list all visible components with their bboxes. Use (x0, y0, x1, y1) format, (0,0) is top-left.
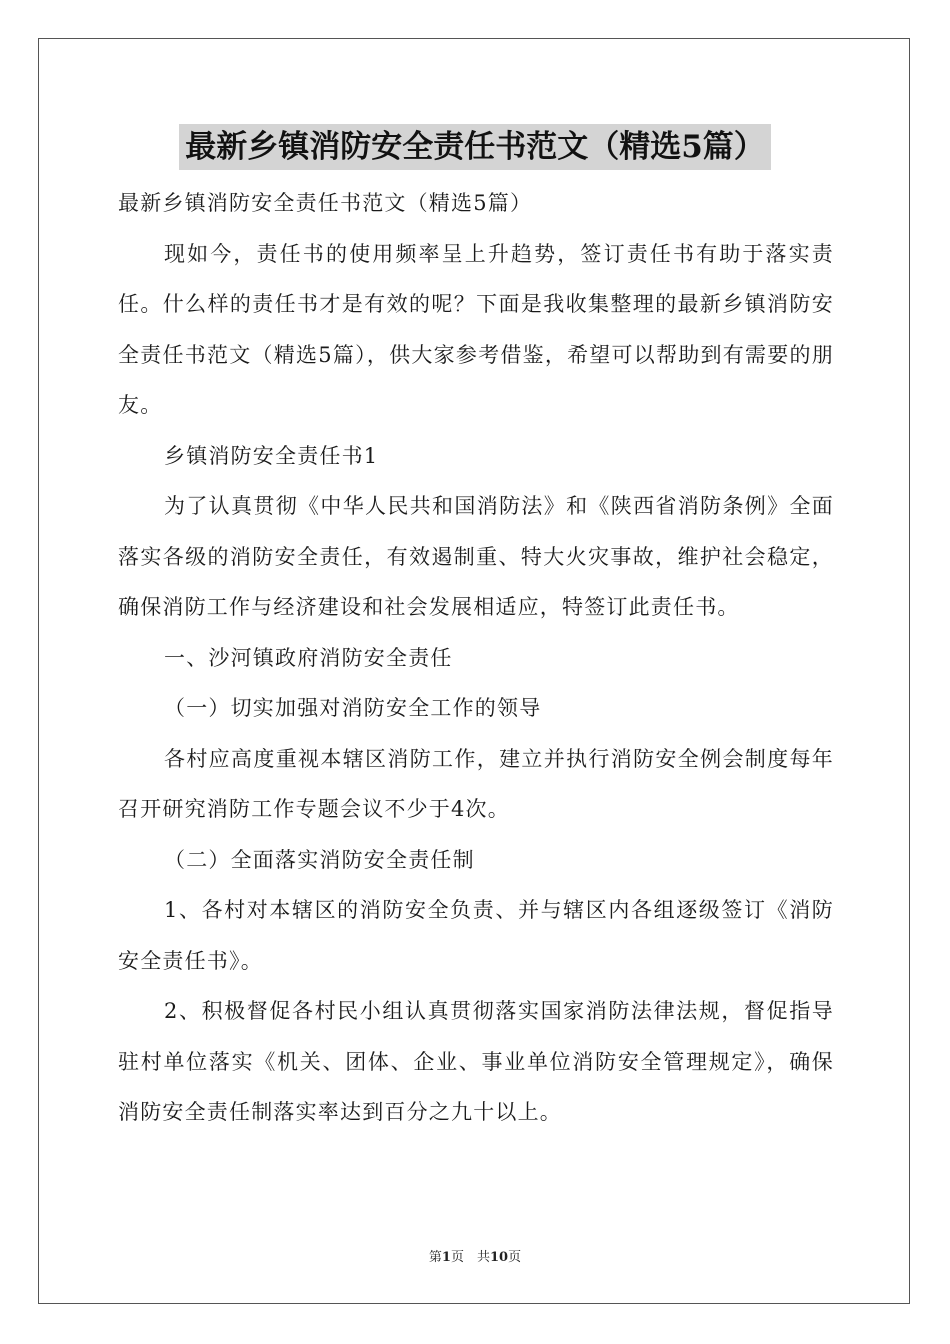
body-paragraph: 现如今，责任书的使用频率呈上升趋势，签订责任书有助于落实责任。什么样的责任书才是有效的呢？下面是我收集整理的最新乡镇消防安全责任书范文（精选5篇），供大家参考借鉴，希望可以帮助到有需要的朋友。 (118, 241, 834, 417)
title-container (0, 124, 950, 170)
body-paragraph: 乡镇消防安全责任书1 (164, 443, 379, 468)
page-footer (0, 1246, 950, 1265)
body-paragraph: 最新乡镇消防安全责任书范文（精选5篇） (118, 191, 533, 215)
body-paragraph: （二）全面落实消防安全责任制 (164, 847, 475, 872)
body-paragraph: 一、沙河镇政府消防安全责任 (164, 645, 453, 670)
footer-page-number: 1 (441, 1250, 451, 1265)
footer-mid: 页 共 (450, 1250, 490, 1265)
footer-prefix: 第 (428, 1250, 442, 1265)
footer-total-pages: 10 (489, 1250, 509, 1265)
body-paragraph: 为了认真贯彻《中华人民共和国消防法》和《陕西省消防条例》全面落实各级的消防安全责任，有效遏制重、特大火灾事故，维护社会稳定，确保消防工作与经济建设和社会发展相适应，特签订此责任书。 (118, 494, 834, 619)
body-paragraph: 各村应高度重视本辖区消防工作，建立并执行消防安全例会制度每年召开研究消防工作专题会议不少于4次。 (118, 746, 834, 821)
body-paragraph: 1、各村对本辖区的消防安全负责、并与辖区内各组逐级签订《消防安全责任书》。 (118, 898, 834, 973)
body-paragraph: （一）切实加强对消防安全工作的领导 (164, 696, 542, 720)
body-paragraph: 2、积极督促各村民小组认真贯彻落实国家消防法律法规，督促指导驻村单位落实《机关、团体、企业、事业单位消防安全管理规定》，确保消防安全责任制落实率达到百分之九十以上。 (118, 999, 834, 1124)
document-title: 最新乡镇消防安全责任书范文（精选5篇） (179, 124, 771, 170)
footer-suffix: 页 (508, 1250, 522, 1265)
document-body (118, 178, 834, 1138)
